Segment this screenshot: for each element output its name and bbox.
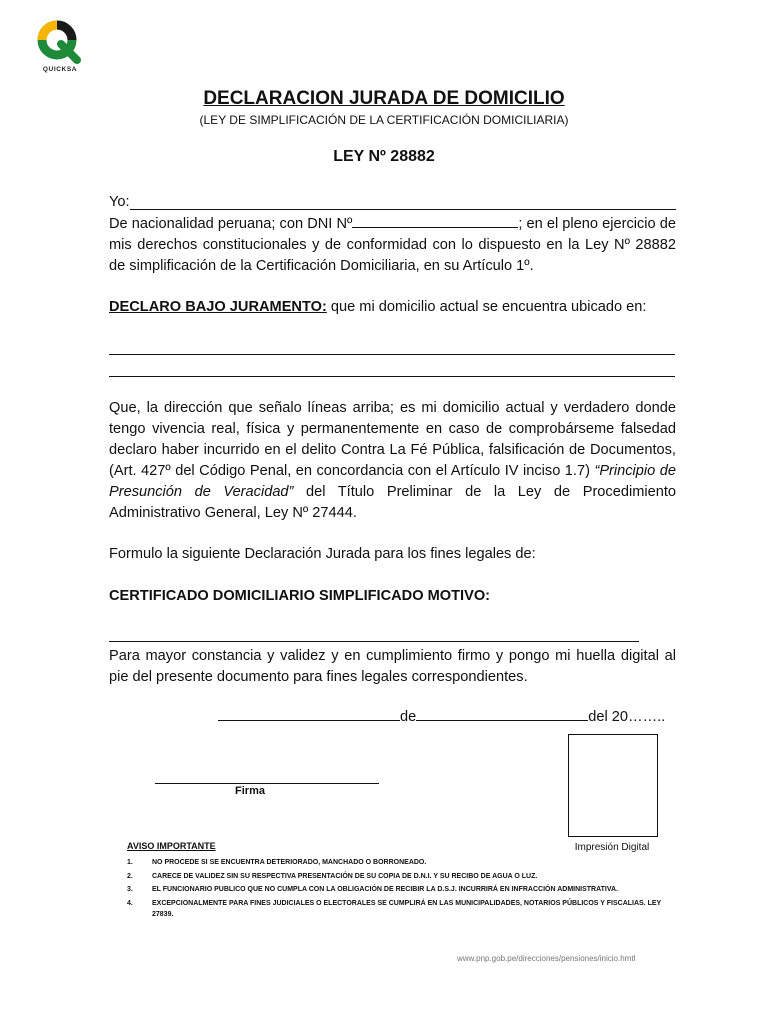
thumbprint-box[interactable]: [568, 734, 658, 837]
aviso-item: 3. EL FUNCIONARIO PUBLICO QUE NO CUMPLA CON LA OBLIGACIÓN DE RECIBIR LA D.S.J. INCURRIRÁ EN INFRACCIÓN ADMINISTRATIVA.: [127, 886, 619, 893]
declaro-label: DECLARO BAJO JURAMENTO:: [109, 299, 327, 315]
address-line-2[interactable]: [109, 376, 675, 377]
nacionalidad-paragraph: [109, 213, 676, 277]
document-title: DECLARACION JURADA DE DOMICILIO: [203, 88, 565, 109]
date-del: del 20……..: [588, 709, 666, 725]
date-de: de: [400, 709, 417, 725]
dni-field-line[interactable]: [352, 213, 518, 228]
firma-label: Firma: [235, 785, 265, 797]
que-paragraph: [109, 398, 676, 524]
aviso-item: 2. CARECE DE VALIDEZ SIN SU RESPECTIVA PRESENTACIÓN DE SU COPIA DE D.N.I. Y SU RECIBO DE AGUA O LUZ.: [127, 872, 538, 880]
quicksa-logo: [30, 20, 90, 76]
que-text-italic: “Principio de Presunción de Veracidad”: [109, 463, 676, 500]
quicksa-q-icon: [37, 20, 83, 66]
name-field-line[interactable]: [130, 195, 676, 210]
brand-name: QUICKSA: [42, 66, 78, 73]
formulo-text: Formulo la siguiente Declaración Jurada para los fines legales de:: [109, 546, 536, 562]
footer-url: www.pnp.gob.pe/direcciones/pensiones/inicio.hmtl: [457, 954, 636, 963]
declaro-paragraph: [109, 297, 676, 318]
document-subtitle: (LEY DE SIMPLIFICACIÓN DE LA CERTIFICACIÓN DOMICILIARIA): [199, 113, 569, 127]
constancia-paragraph: Para mayor constancia y validez y en cumplimiento firmo y pongo mi huella digital al pie del presente documento para fines legales correspondientes.: [109, 648, 676, 685]
nacionalidad-suffix: ; en el pleno ejercicio de mis derechos constitucionales y de conformidad con lo dispuesto en la Ley Nº 28882 de simplificación de la Certificación Domiciliaria, en su Artículo 1º.: [109, 216, 677, 274]
city-field-line[interactable]: [218, 706, 400, 721]
motivo-field-line[interactable]: [109, 641, 639, 642]
date-row: [218, 706, 665, 725]
month-field-line[interactable]: [416, 706, 588, 721]
aviso-item: 4. EXCEPCIONALMENTE PARA FINES JUDICIALES O ELECTORALES SE CUMPLIRÁ EN LAS MUNICIPALIDADES, NOTARIOS PÚBLICOS Y FISCALIAS. LEY 27839.: [127, 899, 662, 918]
declaro-text: que mi domicilio actual se encuentra ubicado en:: [326, 299, 647, 315]
signature-line[interactable]: [155, 783, 379, 784]
aviso-list: [127, 857, 679, 923]
que-text-2: del Título Preliminar de la Ley de Procedimiento Administrativo General, Ley Nº 27444.: [109, 484, 676, 521]
aviso-title: AVISO IMPORTANTE: [127, 841, 216, 851]
law-number: LEY Nº 28882: [333, 148, 435, 165]
impresion-digital-label: Impresión Digital: [574, 842, 650, 853]
address-line-1[interactable]: [109, 354, 675, 355]
nacionalidad-prefix: De nacionalidad peruana; con DNI Nº: [109, 216, 353, 232]
certificado-label: CERTIFICADO DOMICILIARIO SIMPLIFICADO MOTIVO:: [109, 588, 491, 604]
aviso-item: 1. NO PROCEDE SI SE ENCUENTRA DETERIORADO, MANCHADO O BORRONEADO.: [127, 859, 427, 866]
yo-row: [109, 192, 676, 213]
yo-label: Yo:: [109, 194, 130, 210]
que-text-1: Que, la dirección que señalo líneas arriba; es mi domicilio actual y verdadero donde tengo vivencia real, física y permanentemente en caso de comprobárseme falsedad declaro haber incurrido en el delito Contra La Fé Pública, falsificación de Documentos, (Art. 427º del Código Penal, en concordancia con el Artículo IV inciso 1.7): [109, 400, 676, 479]
